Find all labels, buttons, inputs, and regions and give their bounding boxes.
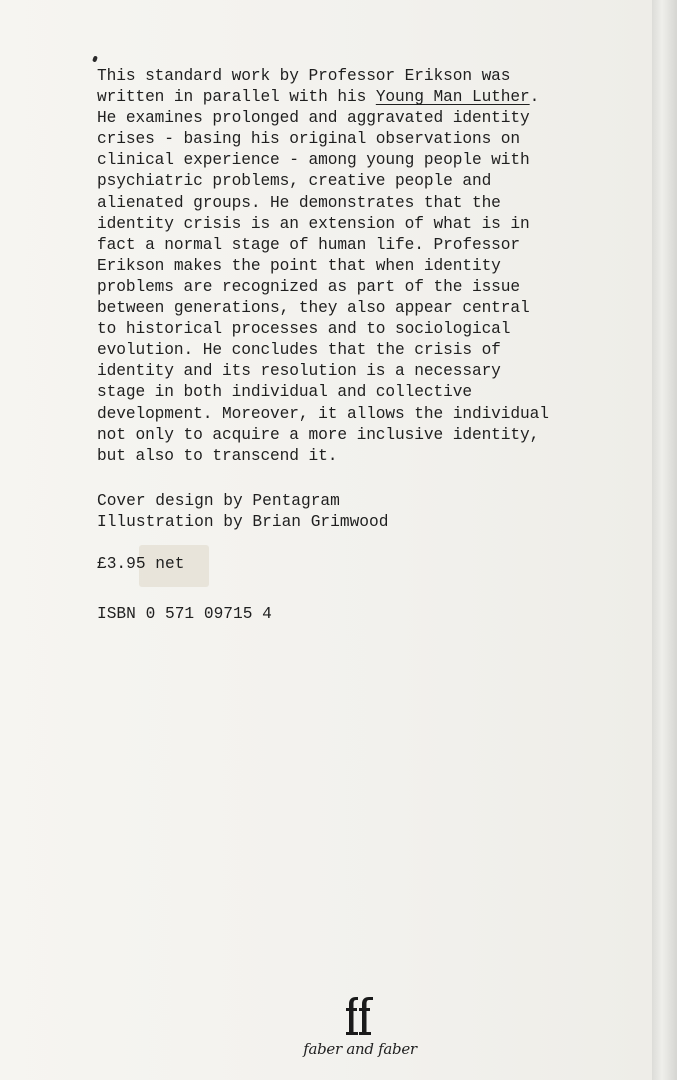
blurb-line: to historical processes and to sociological	[97, 320, 511, 339]
ink-mark	[92, 55, 98, 62]
blurb-line: crises - basing his original observations on	[97, 130, 521, 149]
spine-edge	[652, 0, 677, 1080]
blurb-line: not only to acquire a more inclusive identity,	[97, 425, 540, 444]
blurb-line-prefix: written in parallel with his	[97, 88, 376, 107]
blurb-text	[97, 66, 617, 467]
blurb-line: between generations, they also appear central	[97, 299, 530, 318]
blurb-line: clinical experience - among young people with	[97, 151, 530, 170]
blurb-line: stage in both individual and collective	[97, 383, 472, 402]
credits	[97, 491, 388, 533]
book-title-link: Young Man Luther	[375, 88, 530, 107]
blurb-line: Erikson makes the point that when identity	[97, 256, 501, 275]
ff-monogram-icon	[346, 996, 374, 1036]
blurb-line: problems are recognized as part of the issue	[97, 277, 521, 296]
blurb-line: evolution. He concludes that the crisis of	[97, 341, 501, 360]
blurb-line-suffix: .	[529, 88, 540, 107]
publisher-name: faber and faber	[303, 1040, 417, 1058]
cover-design-credit: Cover design by Pentagram	[97, 492, 340, 510]
blurb-line: He examines prolonged and aggravated identity	[97, 109, 530, 128]
isbn-number: ISBN 0 571 09715 4	[97, 605, 272, 623]
blurb-line: but also to transcend it.	[97, 446, 338, 465]
blurb-line: fact a normal stage of human life. Professor	[97, 235, 521, 254]
blurb-line: psychiatric problems, creative people and	[97, 172, 492, 191]
publisher-logo	[250, 996, 470, 1058]
blurb-line: identity and its resolution is a necessary	[97, 362, 501, 381]
blurb-line	[97, 87, 617, 108]
blurb-line: This standard work by Professor Erikson was	[97, 67, 511, 85]
blurb-line: development. Moreover, it allows the individual	[97, 404, 549, 423]
illustration-credit: Illustration by Brian Grimwood	[97, 513, 389, 532]
price-label: £3.95 net	[97, 555, 185, 573]
blurb-line: identity crisis is an extension of what is in	[97, 214, 530, 233]
blurb-line: alienated groups. He demonstrates that the	[97, 193, 501, 212]
